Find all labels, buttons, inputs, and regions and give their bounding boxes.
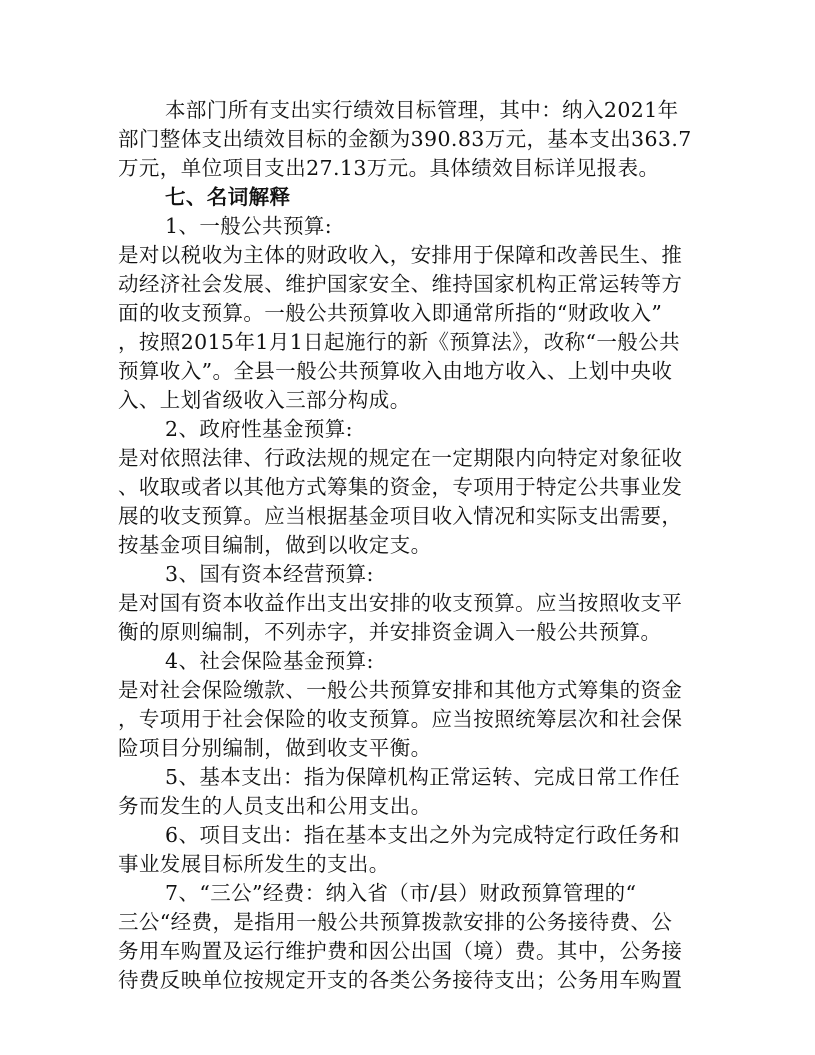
paragraph-line: 5、基本支出：指为保障机构正常运转、完成日常工作任 xyxy=(165,765,681,789)
paragraph-line: 三公“经费，是指用一般公共预算拨款安排的公务接待费、公 xyxy=(118,910,673,934)
paragraph-line: 是对国有资本收益作出支出安排的收支预算。应当按照收支平 xyxy=(118,591,683,615)
term-heading: 3、国有资本经营预算: xyxy=(165,562,374,586)
paragraph-line: 本部门所有支出实行绩效目标管理，其中：纳入2021年 xyxy=(165,98,679,122)
paragraph-line: ，按照2015年1月1日起施行的新《预算法》，改称“一般公共 xyxy=(118,330,680,354)
paragraph-line: 险项目分别编制，做到收支平衡。 xyxy=(118,736,432,760)
paragraph-line: 衡的原则编制，不列赤字，并安排资金调入一般公共预算。 xyxy=(118,620,662,644)
paragraph-line: 面的收支预算。一般公共预算收入即通常所指的“财政收入” xyxy=(118,301,663,325)
paragraph-line: 务用车购置及运行维护费和因公出国（境）费。其中，公务接 xyxy=(118,939,683,963)
term-heading: 1、一般公共预算: xyxy=(165,214,333,238)
paragraph-line: 展的收支预算。应当根据基金项目收入情况和实际支出需要， xyxy=(118,504,683,528)
term-heading: 4、社会保险基金预算: xyxy=(165,649,374,673)
term-heading: 2、政府性基金预算: xyxy=(165,417,353,441)
paragraph-line: 事业发展目标所发生的支出。 xyxy=(118,852,390,876)
paragraph-line: 务而发生的人员支出和公用支出。 xyxy=(118,794,432,818)
paragraph-line: ，专项用于社会保险的收支预算。应当按照统筹层次和社会保 xyxy=(118,707,683,731)
paragraph-line: 部门整体支出绩效目标的金额为390.83万元，基本支出363.7 xyxy=(118,127,692,151)
section-heading: 七、名词解释 xyxy=(165,185,291,209)
paragraph-line: 6、项目支出：指在基本支出之外为完成特定行政任务和 xyxy=(165,823,681,847)
paragraph-line: 预算收入”。全县一般公共预算收入由地方收入、上划中央收 xyxy=(118,359,673,383)
paragraph-line: 7、“三公”经费：纳入省（市/县）财政预算管理的“ xyxy=(165,881,637,905)
paragraph-line: 动经济社会发展、维护国家安全、维持国家机构正常运转等方 xyxy=(118,272,683,296)
paragraph-line: 待费反映单位按规定开支的各类公务接待支出；公务用车购置 xyxy=(118,968,683,992)
paragraph-line: 是对依照法律、行政法规的规定在一定期限内向特定对象征收 xyxy=(118,446,683,470)
paragraph-line: 入、上划省级收入三部分构成。 xyxy=(118,388,411,412)
paragraph-line: 是对以税收为主体的财政收入，安排用于保障和改善民生、推 xyxy=(118,243,683,267)
paragraph-line: 万元，单位项目支出27.13万元。具体绩效目标详见报表。 xyxy=(118,156,660,180)
paragraph-line: 按基金项目编制，做到以收定支。 xyxy=(118,533,432,557)
paragraph-line: 、收取或者以其他方式筹集的资金，专项用于特定公共事业发 xyxy=(118,475,683,499)
paragraph-line: 是对社会保险缴款、一般公共预算安排和其他方式筹集的资金 xyxy=(118,678,683,702)
